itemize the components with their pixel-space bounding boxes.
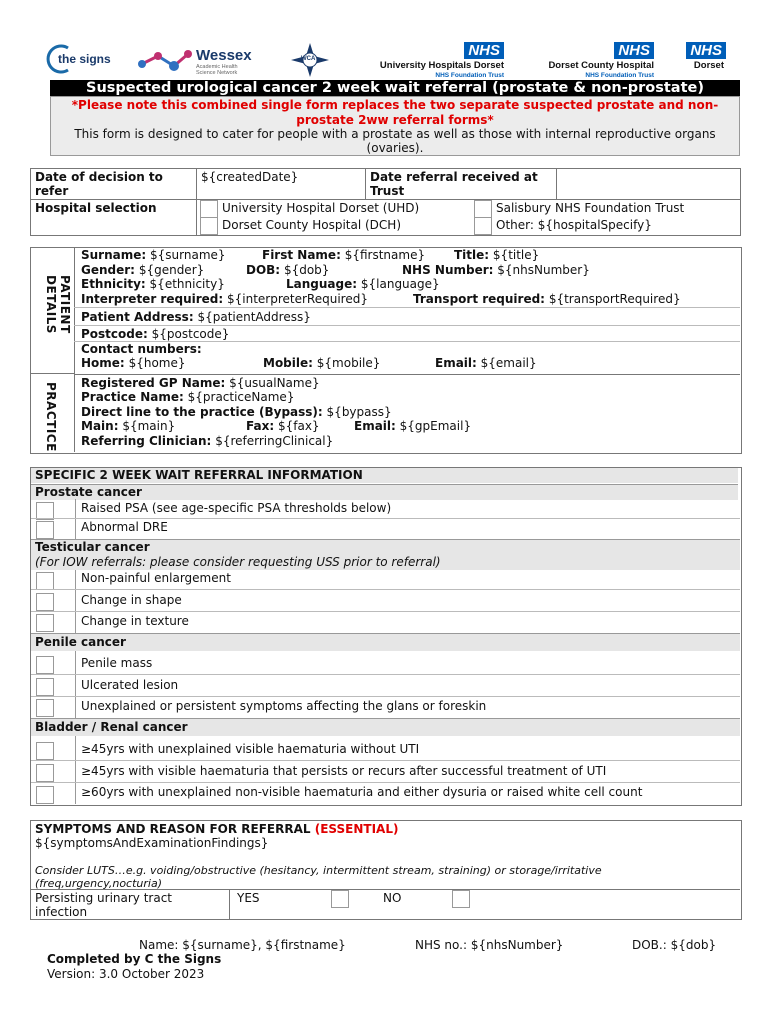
direct-line-field: [81, 405, 392, 419]
penile-mass-checkbox[interactable]: [36, 656, 54, 674]
mobile-field: [263, 356, 380, 370]
row-divider: [31, 589, 740, 590]
testicular-heading-block: [31, 539, 740, 570]
patient-row-1: [81, 248, 226, 262]
gp-email-value[interactable]: ${gpEmail}: [399, 419, 472, 433]
wessex-sub2: Science Network: [196, 70, 238, 76]
abnormal-dre-label: Abnormal DRE: [81, 520, 168, 534]
address-value[interactable]: ${patientAddress}: [197, 310, 311, 324]
dorset-nhs-badge: NHS: [686, 42, 726, 59]
uti-no-label: NO: [383, 891, 402, 905]
mobile-value[interactable]: ${mobile}: [316, 356, 381, 370]
main-label: Main:: [81, 419, 119, 433]
prostate-heading: Prostate cancer: [31, 484, 738, 500]
wca-text: WCA: [301, 56, 316, 62]
dch-option-label: Dorset County Hospital (DCH): [222, 218, 402, 232]
dob-label: DOB:: [246, 263, 281, 277]
non-visible-haematuria-checkbox[interactable]: [36, 786, 54, 804]
title-field: [454, 248, 539, 262]
practice-side-label: PRACTICE: [44, 382, 58, 452]
notice-box: [50, 96, 740, 156]
wessex-network-icon: [136, 44, 196, 78]
non-visible-haematuria-label: ≥60yrs with unexplained non-visible haematuria and either dysuria or raised white cell count: [81, 785, 643, 799]
footer-name-value: ${surname}, ${firstname}: [182, 938, 346, 952]
uhd-name: University Hospitals Dorset: [379, 60, 504, 71]
symptoms-heading-text: SYMPTOMS AND REASON FOR REFERRAL: [35, 822, 311, 836]
gender-field: [81, 263, 204, 277]
dch-nhs-badge: NHS: [614, 42, 654, 59]
surname-label: Surname:: [81, 248, 147, 262]
row-divider: [31, 674, 740, 675]
footer-nhs-label: NHS no.:: [415, 938, 468, 952]
persistent-haematuria-label: ≥45yrs with visible haematuria that persists or recurs after successful treatment of UTI: [81, 764, 607, 778]
uti-yes-checkbox[interactable]: [331, 890, 349, 908]
luts-guidance: Consider LUTS…e.g. voiding/obstructive (hesitancy, intermittent stream, straining) or storage/irritative (freq,urgency,nocturia): [35, 864, 602, 890]
hospital-selection-label: Hospital selection: [31, 200, 197, 236]
surname-value[interactable]: ${surname}: [150, 248, 226, 262]
gp-name-field: [81, 376, 320, 390]
glans-symptoms-checkbox[interactable]: [36, 699, 54, 717]
gp-email-field: [354, 419, 471, 433]
nhs-number-value[interactable]: ${nhsNumber}: [497, 263, 590, 277]
patient-side-column: [30, 247, 75, 374]
non-painful-enlargement-checkbox[interactable]: [36, 572, 54, 590]
penile-mass-label: Penile mass: [81, 656, 153, 670]
received-date-label: Date referral received at Trust: [366, 169, 557, 200]
fax-label: Fax:: [246, 419, 275, 433]
other-hospital-checkbox[interactable]: [474, 217, 492, 235]
footer-nhs-value: ${nhsNumber}: [470, 938, 564, 952]
practice-name-value[interactable]: ${practiceName}: [187, 390, 295, 404]
patient-subdivider-2: [74, 325, 740, 326]
uti-label: Persisting urinary tract infection: [35, 891, 173, 919]
uhd-logo: [360, 42, 510, 78]
postcode-field: [81, 327, 229, 341]
row-divider: [31, 760, 740, 761]
completed-by: Completed by C the Signs: [47, 952, 222, 966]
dch-logo: [520, 42, 660, 78]
gp-name-value[interactable]: ${usualName}: [229, 376, 320, 390]
ethnicity-label: Ethnicity:: [81, 277, 146, 291]
change-shape-checkbox[interactable]: [36, 593, 54, 611]
firstname-field: [262, 248, 425, 262]
row-divider: [31, 696, 740, 697]
notice-red-line1: *Please note this combined single form replaces the two separate suspected prostate and non-: [71, 98, 719, 112]
fax-field: [246, 419, 320, 433]
testicular-note: (For IOW referrals: please consider requesting USS prior to referral): [35, 555, 441, 569]
bladder-heading: Bladder / Renal cancer: [31, 718, 740, 736]
referring-clinician-value[interactable]: ${referringClinical}: [215, 434, 334, 448]
practice-side-column: [30, 374, 75, 452]
interpreter-value[interactable]: ${interpreterRequired}: [227, 292, 368, 306]
persistent-haematuria-checkbox[interactable]: [36, 764, 54, 782]
row-divider: [31, 782, 740, 783]
footer-dob: [632, 938, 716, 952]
footer-name: [139, 938, 346, 952]
dob-field: [246, 263, 329, 277]
direct-line-label: Direct line to the practice (Bypass):: [81, 405, 323, 419]
uhd-ft: NHS Foundation Trust: [435, 72, 504, 79]
version: Version: 3.0 October 2023: [47, 967, 205, 981]
nhs-field: [402, 263, 590, 277]
patient-subdivider-1: [74, 307, 740, 308]
decision-date-label: Date of decision to refer: [31, 169, 197, 200]
uhd-checkbox[interactable]: [200, 200, 218, 218]
gender-label: Gender:: [81, 263, 135, 277]
salisbury-option-label: Salisbury NHS Foundation Trust: [496, 201, 685, 215]
ethnicity-field: [81, 277, 225, 291]
row-divider: [31, 611, 740, 612]
uhd-option-label: University Hospital Dorset (UHD): [222, 201, 420, 215]
uti-row-top-border: [30, 889, 740, 890]
other-hospital-label: Other: ${hospitalSpecify}: [496, 218, 652, 232]
language-field: [286, 277, 440, 291]
uhd-nhs-badge: NHS: [464, 42, 504, 59]
dch-ft: NHS Foundation Trust: [585, 72, 654, 79]
wessex-sub1: Academic Health: [196, 64, 238, 70]
c-the-signs-text: the signs: [58, 52, 111, 66]
postcode-label: Postcode:: [81, 327, 148, 341]
wessex-name: Wessex: [196, 47, 252, 64]
patient-practice-divider: [74, 374, 740, 375]
postcode-value[interactable]: ${postcode}: [151, 327, 230, 341]
row-divider: [31, 518, 740, 519]
raised-psa-label: Raised PSA (see age-specific PSA thresholds below): [81, 501, 392, 515]
change-texture-label: Change in texture: [81, 614, 189, 628]
language-label: Language:: [286, 277, 358, 291]
testicular-heading: Testicular cancer: [35, 540, 150, 554]
fax-value[interactable]: ${fax}: [277, 419, 320, 433]
email-label: Email:: [435, 356, 477, 370]
title-label: Title:: [454, 248, 490, 262]
language-value[interactable]: ${language}: [360, 277, 440, 291]
uti-yes-label: YES: [237, 891, 260, 905]
ethnicity-value[interactable]: ${ethnicity}: [149, 277, 225, 291]
address-field: [81, 310, 311, 324]
title-value[interactable]: ${title}: [492, 248, 540, 262]
gp-name-label: Registered GP Name:: [81, 376, 226, 390]
firstname-value[interactable]: ${firstname}: [344, 248, 426, 262]
ulcerated-lesion-label: Ulcerated lesion: [81, 678, 179, 692]
ulcerated-lesion-checkbox[interactable]: [36, 678, 54, 696]
gender-value[interactable]: ${gender}: [138, 263, 205, 277]
uti-col-divider: [229, 889, 230, 919]
glans-symptoms-label: Unexplained or persistent symptoms affecting the glans or foreskin: [81, 699, 487, 713]
home-field: [81, 356, 186, 370]
interpreter-label: Interpreter required:: [81, 292, 224, 306]
salisbury-checkbox[interactable]: [474, 200, 492, 218]
main-field: [81, 419, 175, 433]
notice-text-line1: This form is designed to cater for people with a prostate as well as those with internal reproductive organs: [74, 127, 716, 141]
gp-email-label: Email:: [354, 419, 396, 433]
dob-value[interactable]: ${dob}: [283, 263, 330, 277]
symptoms-findings[interactable]: ${symptomsAndExaminationFindings}: [35, 836, 269, 850]
firstname-label: First Name:: [262, 248, 341, 262]
wca-logo: [290, 42, 330, 78]
uti-no-checkbox[interactable]: [452, 890, 470, 908]
email-value[interactable]: ${email}: [480, 356, 537, 370]
non-painful-enlargement-label: Non-painful enlargement: [81, 571, 231, 585]
c-the-signs-logo: [46, 44, 112, 74]
transport-label: Transport required:: [413, 292, 545, 306]
penile-heading: Penile cancer: [31, 633, 740, 651]
specific-heading: SPECIFIC 2 WEEK WAIT REFERRAL INFORMATION: [31, 468, 738, 483]
practice-name-field: [81, 390, 294, 404]
symptoms-heading: [35, 822, 398, 836]
visible-haematuria-checkbox[interactable]: [36, 742, 54, 760]
footer-dob-label: DOB.:: [632, 938, 667, 952]
dorset-logo: [676, 42, 726, 78]
practice-name-label: Practice Name:: [81, 390, 184, 404]
home-label: Home:: [81, 356, 125, 370]
essential-flag: (ESSENTIAL): [314, 822, 399, 836]
address-label: Patient Address:: [81, 310, 194, 324]
footer-nhs: [415, 938, 563, 952]
notice-red-line2: prostate 2ww referral forms*: [296, 113, 494, 127]
footer-dob-value: ${dob}: [670, 938, 717, 952]
home-value[interactable]: ${home}: [128, 356, 186, 370]
direct-line-value[interactable]: ${bypass}: [326, 405, 392, 419]
change-texture-checkbox[interactable]: [36, 614, 54, 632]
patient-side-label: PATIENT DETAILS: [44, 275, 72, 334]
contact-numbers-label: Contact numbers:: [81, 342, 202, 356]
referring-clinician-label: Referring Clinician:: [81, 434, 212, 448]
main-value[interactable]: ${main}: [122, 419, 176, 433]
received-date-value[interactable]: [557, 169, 741, 200]
form-title: Suspected urological cancer 2 week wait referral (prostate & non-prostate): [50, 80, 740, 96]
dch-checkbox[interactable]: [200, 217, 218, 235]
abnormal-dre-checkbox[interactable]: [36, 521, 54, 539]
referring-clinician-field: [81, 434, 333, 448]
wessex-logo: [136, 44, 260, 78]
decision-date-value[interactable]: ${createdDate}: [197, 169, 366, 200]
notice-text-line2: (ovaries).: [366, 141, 424, 155]
change-shape-label: Change in shape: [81, 593, 182, 607]
transport-field: [413, 292, 681, 306]
email-field: [435, 356, 537, 370]
dch-name: Dorset County Hospital: [548, 60, 654, 71]
footer-name-label: Name:: [139, 938, 179, 952]
mobile-label: Mobile:: [263, 356, 313, 370]
dorset-name: Dorset: [693, 60, 724, 71]
interpreter-field: [81, 292, 368, 306]
nhs-number-label: NHS Number:: [402, 263, 494, 277]
transport-value[interactable]: ${transportRequired}: [548, 292, 681, 306]
visible-haematuria-label: ≥45yrs with unexplained visible haematuria without UTI: [81, 742, 420, 756]
